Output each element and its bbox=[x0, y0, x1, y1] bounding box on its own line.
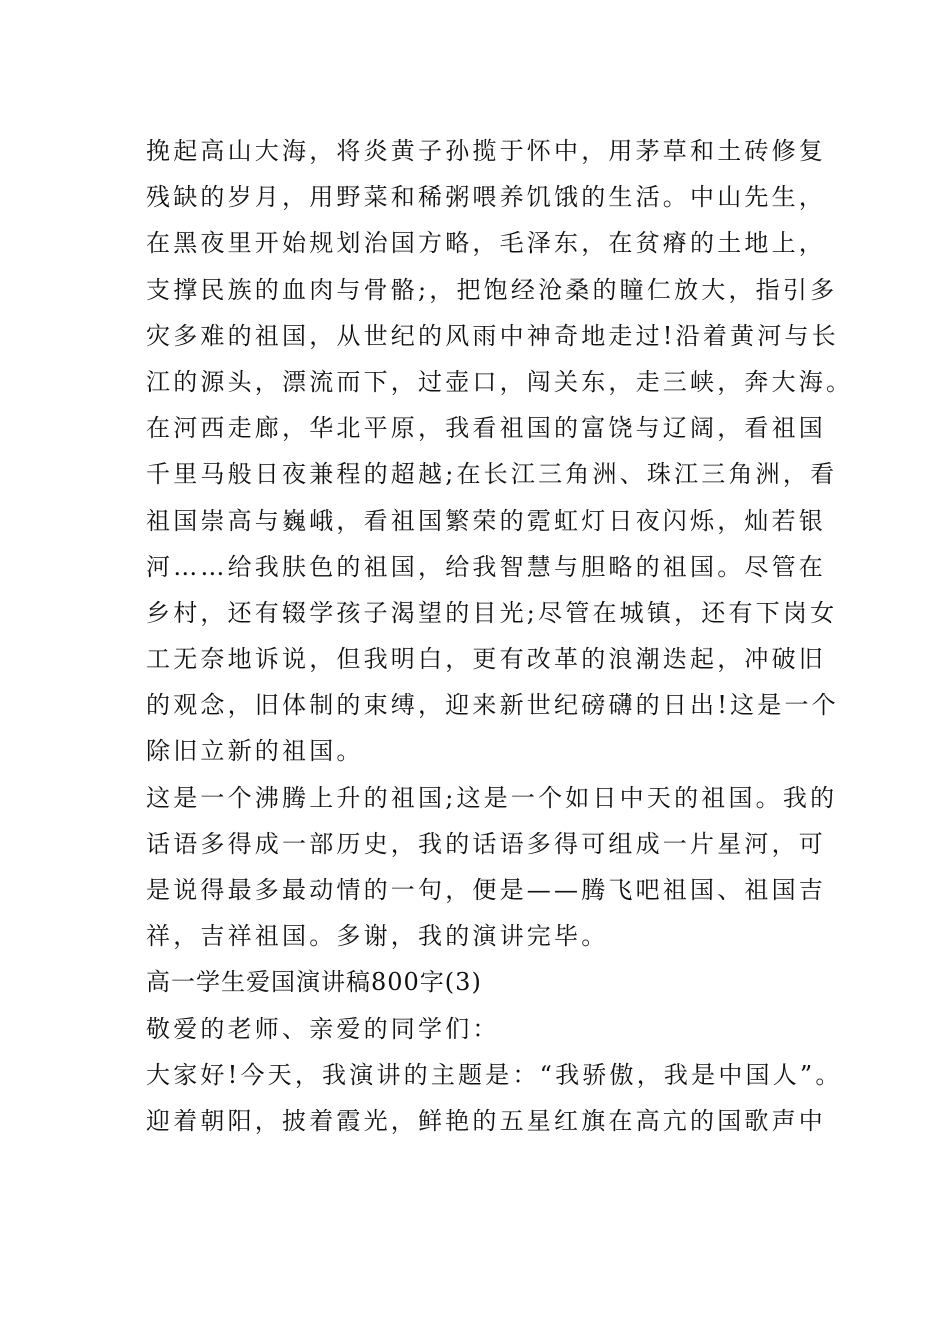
text-line: 的观念，旧体制的束缚，迎来新世纪磅礴的日出!这是一个 bbox=[146, 691, 839, 720]
salutation: 敬爱的老师、亲爱的同学们： bbox=[146, 1014, 500, 1043]
text-line: 灾多难的祖国，从世纪的风雨中神奇地走过!沿着黄河与长 bbox=[146, 321, 839, 350]
section-heading: 高一学生爱国演讲稿800字(3) bbox=[146, 968, 482, 997]
text-line: 江的源头，漂流而下，过壶口，闯关东，走三峡，奔大海。 bbox=[146, 367, 854, 396]
text-line: 迎着朝阳，披着霞光，鲜艳的五星红旗在高亢的国歌声中 bbox=[146, 1106, 826, 1135]
text-line: 话语多得成一部历史，我的话语多得可组成一片星河，可 bbox=[146, 829, 826, 858]
text-line: 残缺的岁月，用野菜和稀粥喂养饥饿的生活。中山先生， bbox=[146, 183, 826, 212]
text-line: 挽起高山大海，将炎黄子孙揽于怀中，用茅草和土砖修复 bbox=[146, 137, 826, 165]
paragraph-3 bbox=[146, 1052, 843, 1144]
text-line: 祥，吉祥祖国。多谢，我的演讲完毕。 bbox=[146, 922, 609, 951]
text-line: 支撑民族的血肉与骨骼;，把饱经沧桑的瞳仁放大，指引多 bbox=[146, 275, 838, 304]
text-line: 这是一个沸腾上升的祖国;这是一个如日中天的祖国。我的 bbox=[146, 783, 838, 812]
text-line: 河……给我肤色的祖国，给我智慧与胆略的祖国。尽管在 bbox=[146, 552, 826, 581]
document-page bbox=[146, 128, 854, 1144]
text-line: 工无奈地诉说，但我明白，更有改革的浪潮迭起，冲破旧 bbox=[146, 645, 826, 674]
text-line: 除旧立新的祖国。 bbox=[146, 737, 364, 766]
text-line: 千里马般日夜兼程的超越;在长江三角洲、珠江三角洲，看 bbox=[146, 460, 838, 489]
text-line: 在黑夜里开始规划治国方略，毛泽东，在贫瘠的土地上， bbox=[146, 229, 826, 258]
paragraph-2 bbox=[146, 775, 838, 960]
text-line: 祖国崇高与巍峨，看祖国繁荣的霓虹灯日夜闪烁，灿若银 bbox=[146, 506, 826, 535]
paragraph-1 bbox=[146, 128, 854, 775]
text-line: 乡村，还有辍学孩子渴望的目光;尽管在城镇，还有下岗女 bbox=[146, 598, 838, 627]
text-line: 是说得最多最动情的一句，便是——腾飞吧祖国、祖国吉 bbox=[146, 876, 826, 904]
text-line: 在河西走廊，华北平原，我看祖国的富饶与辽阔，看祖国 bbox=[146, 414, 826, 443]
text-line: 大家好!今天，我演讲的主题是：“我骄傲，我是中国人”。 bbox=[146, 1060, 843, 1089]
